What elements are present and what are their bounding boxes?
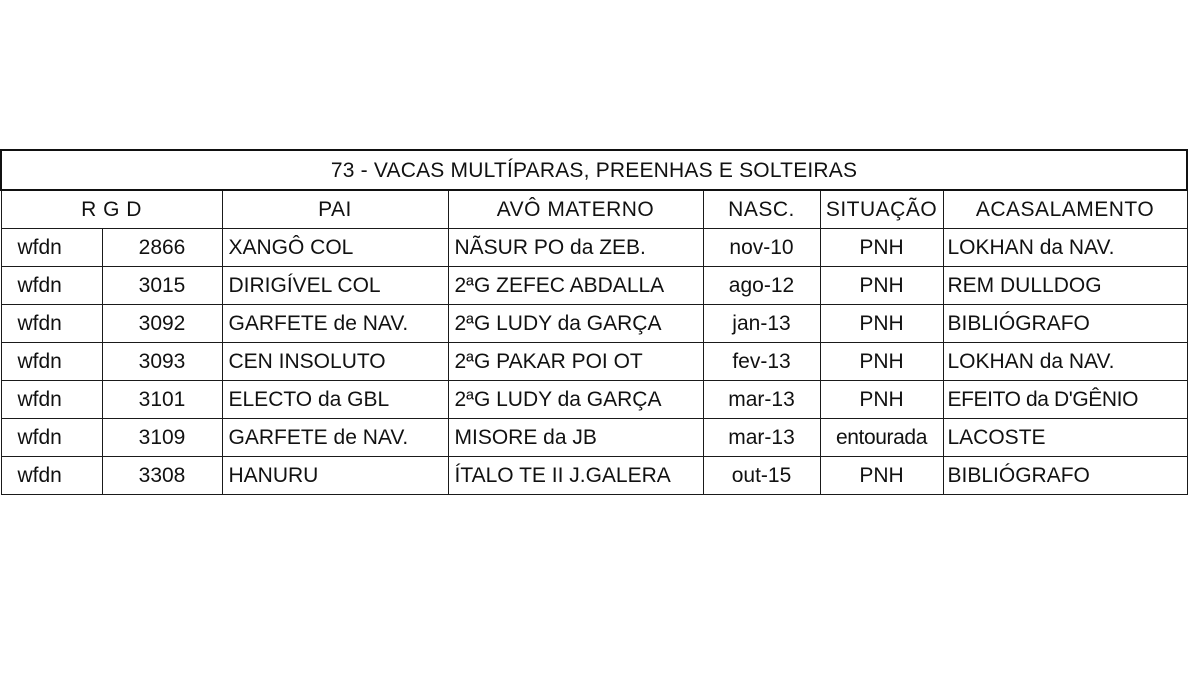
cell-situacao: PNH <box>820 457 943 495</box>
cell-pai: GARFETE de NAV. <box>222 419 448 457</box>
cell-pai: HANURU <box>222 457 448 495</box>
cell-number: 3093 <box>102 343 222 381</box>
header-situacao: SITUAÇÃO <box>820 190 943 229</box>
cell-pai: GARFETE de NAV. <box>222 305 448 343</box>
cell-prefix: wfdn <box>1 267 102 305</box>
cell-acasalamento: LACOSTE <box>943 419 1187 457</box>
cell-nasc: mar-13 <box>703 419 820 457</box>
cell-prefix: wfdn <box>1 229 102 267</box>
cattle-table <box>0 149 1188 495</box>
table-row <box>1 267 1187 305</box>
cell-avo: 2ªG LUDY da GARÇA <box>448 381 703 419</box>
cell-prefix: wfdn <box>1 419 102 457</box>
table-row <box>1 381 1187 419</box>
cell-nasc: fev-13 <box>703 343 820 381</box>
cell-pai: DIRIGÍVEL COL <box>222 267 448 305</box>
cell-prefix: wfdn <box>1 305 102 343</box>
header-nasc: NASC. <box>703 190 820 229</box>
header-avo-materno: AVÔ MATERNO <box>448 190 703 229</box>
cell-prefix: wfdn <box>1 457 102 495</box>
cell-avo: NÃSUR PO da ZEB. <box>448 229 703 267</box>
cell-situacao: entourada <box>820 419 943 457</box>
cell-situacao: PNH <box>820 305 943 343</box>
header-rgd: R G D <box>1 190 222 229</box>
cell-situacao: PNH <box>820 381 943 419</box>
cell-number: 3015 <box>102 267 222 305</box>
cell-acasalamento: LOKHAN da NAV. <box>943 229 1187 267</box>
header-acasalamento: ACASALAMENTO <box>943 190 1187 229</box>
table-row <box>1 457 1187 495</box>
cell-acasalamento: REM DULLDOG <box>943 267 1187 305</box>
cell-number: 3109 <box>102 419 222 457</box>
table-title: 73 - VACAS MULTÍPARAS, PREENHAS E SOLTEIRAS <box>1 150 1187 190</box>
cell-nasc: nov-10 <box>703 229 820 267</box>
cell-number: 3092 <box>102 305 222 343</box>
header-pai: PAI <box>222 190 448 229</box>
cell-pai: ELECTO da GBL <box>222 381 448 419</box>
cell-prefix: wfdn <box>1 381 102 419</box>
cell-nasc: ago-12 <box>703 267 820 305</box>
cell-nasc: jan-13 <box>703 305 820 343</box>
cell-acasalamento: LOKHAN da NAV. <box>943 343 1187 381</box>
cell-avo: 2ªG PAKAR POI OT <box>448 343 703 381</box>
cell-avo: 2ªG LUDY da GARÇA <box>448 305 703 343</box>
header-row <box>1 190 1187 229</box>
cell-avo: MISORE da JB <box>448 419 703 457</box>
cell-acasalamento: BIBLIÓGRAFO <box>943 305 1187 343</box>
cell-prefix: wfdn <box>1 343 102 381</box>
cell-nasc: mar-13 <box>703 381 820 419</box>
cell-nasc: out-15 <box>703 457 820 495</box>
cell-acasalamento: BIBLIÓGRAFO <box>943 457 1187 495</box>
cell-situacao: PNH <box>820 343 943 381</box>
cell-number: 3308 <box>102 457 222 495</box>
table-row <box>1 305 1187 343</box>
cell-pai: XANGÔ COL <box>222 229 448 267</box>
cell-situacao: PNH <box>820 267 943 305</box>
cell-pai: CEN INSOLUTO <box>222 343 448 381</box>
table-body <box>1 150 1187 495</box>
table-row <box>1 229 1187 267</box>
cell-number: 2866 <box>102 229 222 267</box>
title-row <box>1 150 1187 190</box>
cell-avo: ÍTALO TE II J.GALERA <box>448 457 703 495</box>
cell-number: 3101 <box>102 381 222 419</box>
table-row <box>1 343 1187 381</box>
cell-situacao: PNH <box>820 229 943 267</box>
cell-acasalamento: EFEITO da D'GÊNIO <box>943 381 1187 419</box>
cell-avo: 2ªG ZEFEC ABDALLA <box>448 267 703 305</box>
table-row <box>1 419 1187 457</box>
